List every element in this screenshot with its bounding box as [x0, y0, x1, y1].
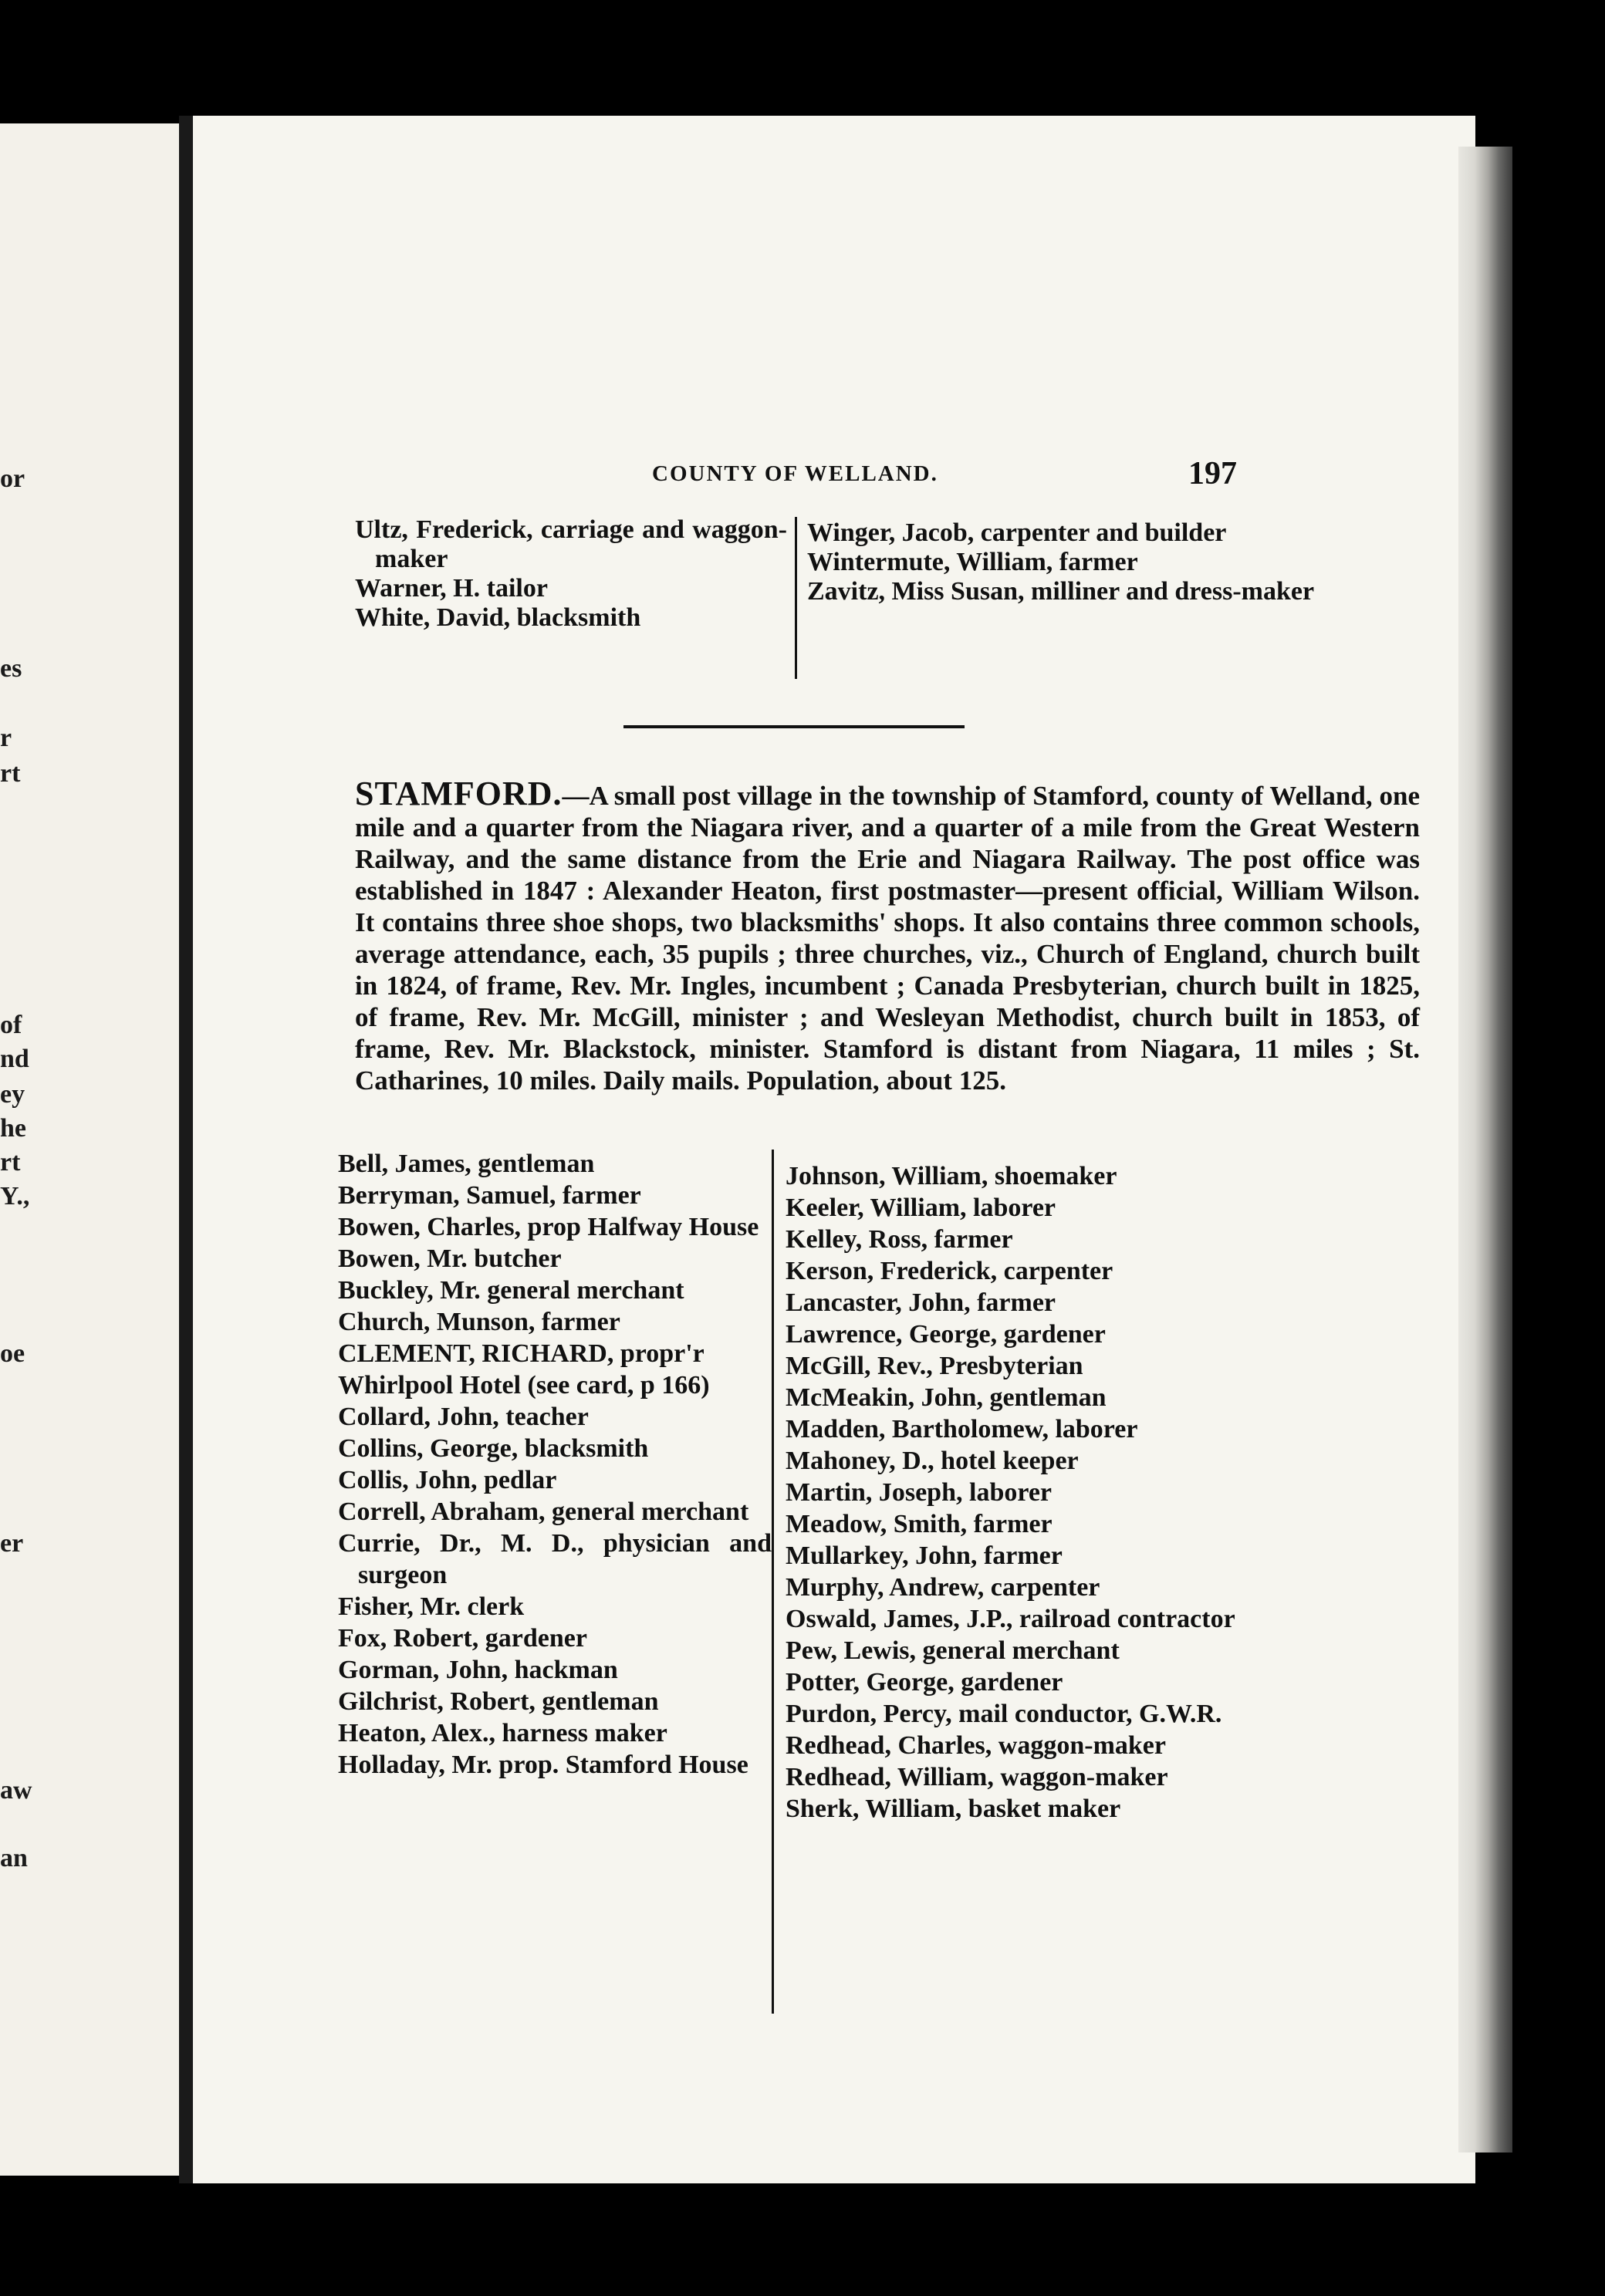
directory-entry: White, David, blacksmith [355, 603, 641, 632]
left-page-fragment: he [0, 1114, 26, 1143]
directory-entry: Bell, James, gentleman [338, 1150, 595, 1178]
directory-entry: Collis, John, pedlar [338, 1466, 557, 1494]
directory-entry: Collard, John, teacher [338, 1403, 589, 1431]
directory-entry: McGill, Rev., Presbyterian [786, 1352, 1083, 1380]
directory-entry: Ultz, Frederick, carriage and waggon-maker [355, 515, 787, 573]
left-page-fragment: Y., [0, 1182, 30, 1210]
left-page-fragment: of [0, 1011, 22, 1039]
left-page-fragment: aw [0, 1776, 32, 1805]
directory-right-column [786, 1160, 1418, 1825]
directory-entry: Heaton, Alex., harness maker [338, 1719, 667, 1747]
page-stack-edge [1458, 147, 1512, 2152]
directory-entry: Potter, George, gardener [786, 1668, 1063, 1697]
directory-entry: Bowen, Mr. butcher [338, 1244, 562, 1273]
directory-entry: McMeakin, John, gentleman [786, 1383, 1107, 1412]
directory-entry: Mullarkey, John, farmer [786, 1541, 1063, 1570]
directory-entry: Redhead, Charles, waggon-maker [786, 1731, 1166, 1760]
directory-entry: Lawrence, George, gardener [786, 1320, 1106, 1349]
left-page-fragment: nd [0, 1045, 29, 1073]
left-page-fragment: rt [0, 1148, 21, 1177]
left-page-fragment: es [0, 654, 22, 683]
directory-entry: Kelley, Ross, farmer [786, 1225, 1013, 1254]
left-page-fragment: oe [0, 1339, 25, 1368]
place-heading: STAMFORD. [355, 775, 563, 812]
directory-entry: Berryman, Samuel, farmer [338, 1181, 641, 1210]
directory-entry: Bowen, Charles, prop Halfway House [338, 1213, 759, 1241]
stamford-description [355, 775, 1420, 1096]
directory-left-column [338, 1148, 772, 1781]
directory-entry: CLEMENT, RICHARD, propr'r [338, 1339, 705, 1368]
left-page-fragment: an [0, 1844, 28, 1872]
directory-entry: Meadow, Smith, farmer [786, 1510, 1053, 1538]
directory-entry: Lancaster, John, farmer [786, 1288, 1056, 1317]
directory-entry: Kerson, Frederick, carpenter [786, 1257, 1113, 1285]
directory-entry: Church, Munson, farmer [338, 1308, 620, 1336]
left-page-fragment: ey [0, 1080, 25, 1109]
directory-entry: Holladay, Mr. prop. Stamford House [338, 1751, 748, 1779]
column-divider [772, 1150, 774, 2014]
directory-entry: Wintermute, William, farmer [807, 548, 1138, 576]
directory-entry: Currie, Dr., M. D., physician and surgeon [338, 1529, 772, 1589]
left-page-fragment: r [0, 724, 12, 752]
directory-entry: Oswald, James, J.P., railroad contractor [786, 1605, 1235, 1633]
running-title: COUNTY OF WELLAND. [652, 461, 938, 486]
place-description-text: —A small post village in the township of Stamford, county of Welland, one mile and a quarter from the Niagara river, and a quarter of a mile from the Great Western Railway, and the same distance from the Erie and Niagara Railway. The post office was established in 1847 : Alexander Heaton, first postmaster—present official, William Wilson. It contains three shoe shops, two blacksmiths' shops. It also contains three common schools, average attendance, each, 35 pupils ; three churches, viz., Church of England, church built in 1824, of frame, Rev. Mr. Ingles, incumbent ; Canada Presbyterian, church built in 1825, of frame, Rev. Mr. McGill, minister ; and Wesleyan Methodist, church built in 1853, of frame, Rev. Mr. Blackstock, minister. Stamford is distant from Niagara, 11 miles ; St. Catharines, 10 miles. Daily mails. Population, about 125. [355, 781, 1420, 1096]
directory-entry: Warner, H. tailor [355, 574, 548, 603]
directory-entry: Gilchrist, Robert, gentleman [338, 1687, 659, 1716]
section-divider [623, 725, 965, 728]
directory-entry: Martin, Joseph, laborer [786, 1478, 1053, 1507]
page-number: 197 [1188, 456, 1237, 491]
directory-entry: Whirlpool Hotel (see card, p 166) [338, 1371, 710, 1400]
top-left-column [355, 515, 787, 633]
directory-entry: Fisher, Mr. clerk [338, 1592, 525, 1621]
directory-entry: Correll, Abraham, general merchant [338, 1497, 749, 1526]
directory-entry: Zavitz, Miss Susan, milliner and dress-maker [807, 577, 1315, 606]
column-divider [795, 517, 797, 679]
directory-entry: Purdon, Percy, mail conductor, G.W.R. [786, 1700, 1222, 1728]
left-page-fragment: er [0, 1529, 24, 1558]
book-page [193, 116, 1475, 2183]
book-gutter [179, 116, 193, 2183]
directory-entry: Mahoney, D., hotel keeper [786, 1447, 1079, 1475]
directory-entry: Johnson, William, shoemaker [786, 1162, 1117, 1190]
left-page-edge [0, 123, 179, 2176]
top-right-column [807, 518, 1424, 606]
directory-entry: Winger, Jacob, carpenter and builder [807, 518, 1227, 547]
directory-entry: Sherk, William, basket maker [786, 1795, 1121, 1823]
directory-entry: Collins, George, blacksmith [338, 1434, 649, 1463]
directory-entry: Gorman, John, hackman [338, 1656, 618, 1684]
left-page-fragment: rt [0, 759, 21, 788]
directory-entry: Murphy, Andrew, carpenter [786, 1573, 1100, 1602]
directory-entry: Madden, Bartholomew, laborer [786, 1415, 1138, 1443]
directory-entry: Fox, Robert, gardener [338, 1624, 587, 1653]
directory-entry: Redhead, William, waggon-maker [786, 1763, 1168, 1791]
directory-entry: Buckley, Mr. general merchant [338, 1276, 684, 1305]
directory-entry: Pew, Lewis, general merchant [786, 1636, 1120, 1665]
page-header [193, 455, 1475, 501]
directory-entry: Keeler, William, laborer [786, 1194, 1056, 1222]
left-page-fragment: or [0, 464, 25, 493]
